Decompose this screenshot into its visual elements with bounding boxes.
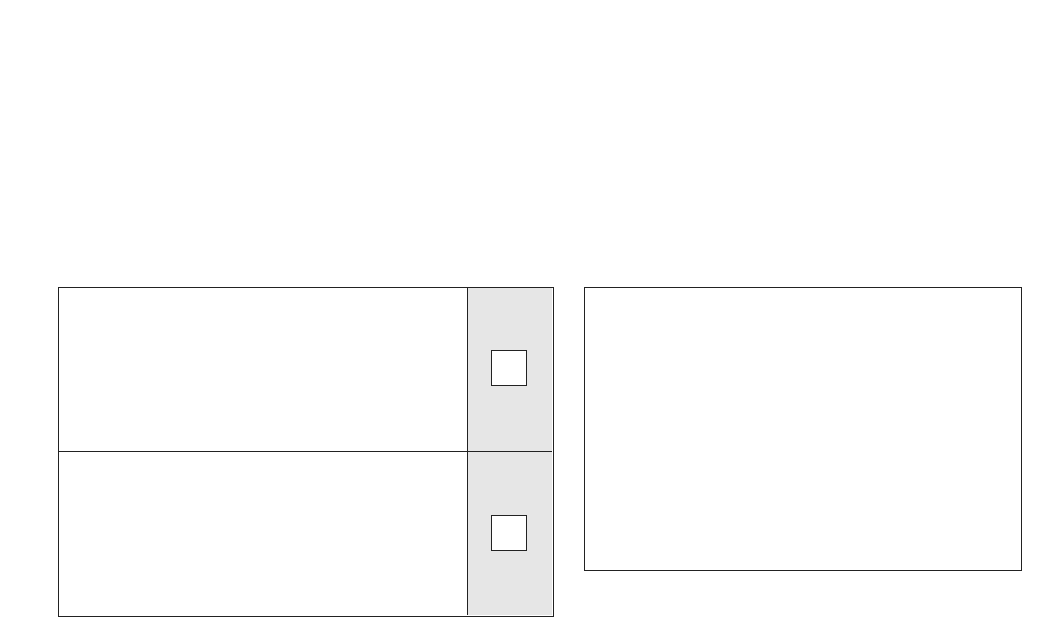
timeline-cell-1	[59, 288, 467, 452]
equation-table	[584, 287, 1022, 571]
timeline-1	[59, 288, 467, 452]
timeline-2	[59, 452, 467, 615]
answer-column	[467, 288, 552, 615]
timeline-cell-2	[59, 452, 467, 615]
answer-column-divider	[468, 451, 552, 452]
timeline-table	[58, 287, 554, 617]
answer-box-2[interactable]	[491, 515, 527, 551]
answer-box-1[interactable]	[491, 350, 527, 386]
